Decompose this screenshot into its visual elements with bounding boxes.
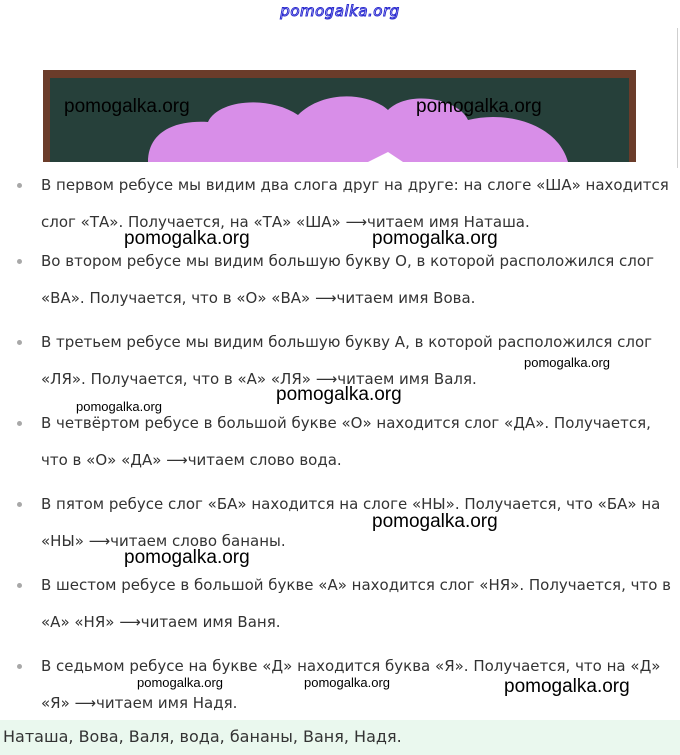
watermark: pomogalka.org xyxy=(504,676,630,697)
answer-bar xyxy=(0,720,680,755)
divider xyxy=(677,28,678,168)
watermark: pomogalka.org xyxy=(372,511,498,532)
list-item-text: В седьмом ребусе на букве «Д» находится буква «Я». Получается, что на «Д» «Я» ⟶читаем имя Надя. xyxy=(41,657,661,712)
watermark: pomogalka.org xyxy=(76,399,162,414)
bullet xyxy=(17,340,22,345)
watermark: pomogalka.org xyxy=(304,675,390,690)
bullet xyxy=(17,259,22,264)
answer-text: Наташа, Вова, Валя, вода, бананы, Ваня, Надя. xyxy=(3,727,402,746)
chalkboard-image xyxy=(43,70,636,162)
site-watermark: pomogalka.org xyxy=(280,2,400,20)
watermark: pomogalka.org xyxy=(137,675,223,690)
bullet xyxy=(17,183,22,188)
watermark: pomogalka.org xyxy=(524,355,610,370)
watermark: pomogalka.org xyxy=(416,96,542,117)
watermark: pomogalka.org xyxy=(276,384,402,405)
watermark: pomogalka.org xyxy=(372,228,498,249)
list-item-text: Во втором ребусе мы видим большую букву О, в которой расположился слог «ВА». Получается, что в «О» «ВА» ⟶читаем имя Вова. xyxy=(41,252,654,307)
list-item-text: В первом ребусе мы видим два слога друг на друге: на слоге «ША» находится слог «ТА». Получается, на «ТА» «ША» ⟶читаем имя Наташа. xyxy=(41,176,669,231)
bullet xyxy=(17,502,22,507)
list-item-text: В пятом ребусе слог «БА» находится на слоге «НЫ». Получается, что «БА» на «НЫ» ⟶читаем слово бананы. xyxy=(41,495,661,550)
watermark: pomogalka.org xyxy=(124,547,250,568)
watermark: pomogalka.org xyxy=(124,228,250,249)
list-item-text: В третьем ребусе мы видим большую букву А, в которой расположился слог «ЛЯ». Получается, что в «А» «ЛЯ» ⟶читаем имя Валя. xyxy=(41,333,653,388)
watermark: pomogalka.org xyxy=(64,96,190,117)
bullet xyxy=(17,421,22,426)
bullet xyxy=(17,583,22,588)
list-item-text: В четвёртом ребусе в большой букве «О» находится слог «ДА». Получается, что в «О» «ДА» ⟶читаем слово вода. xyxy=(41,414,651,469)
list-item-text: В шестом ребусе в большой букве «А» находится слог «НЯ». Получается, что в «А» «НЯ» ⟶читаем имя Ваня. xyxy=(41,576,672,631)
bullet xyxy=(17,664,22,669)
